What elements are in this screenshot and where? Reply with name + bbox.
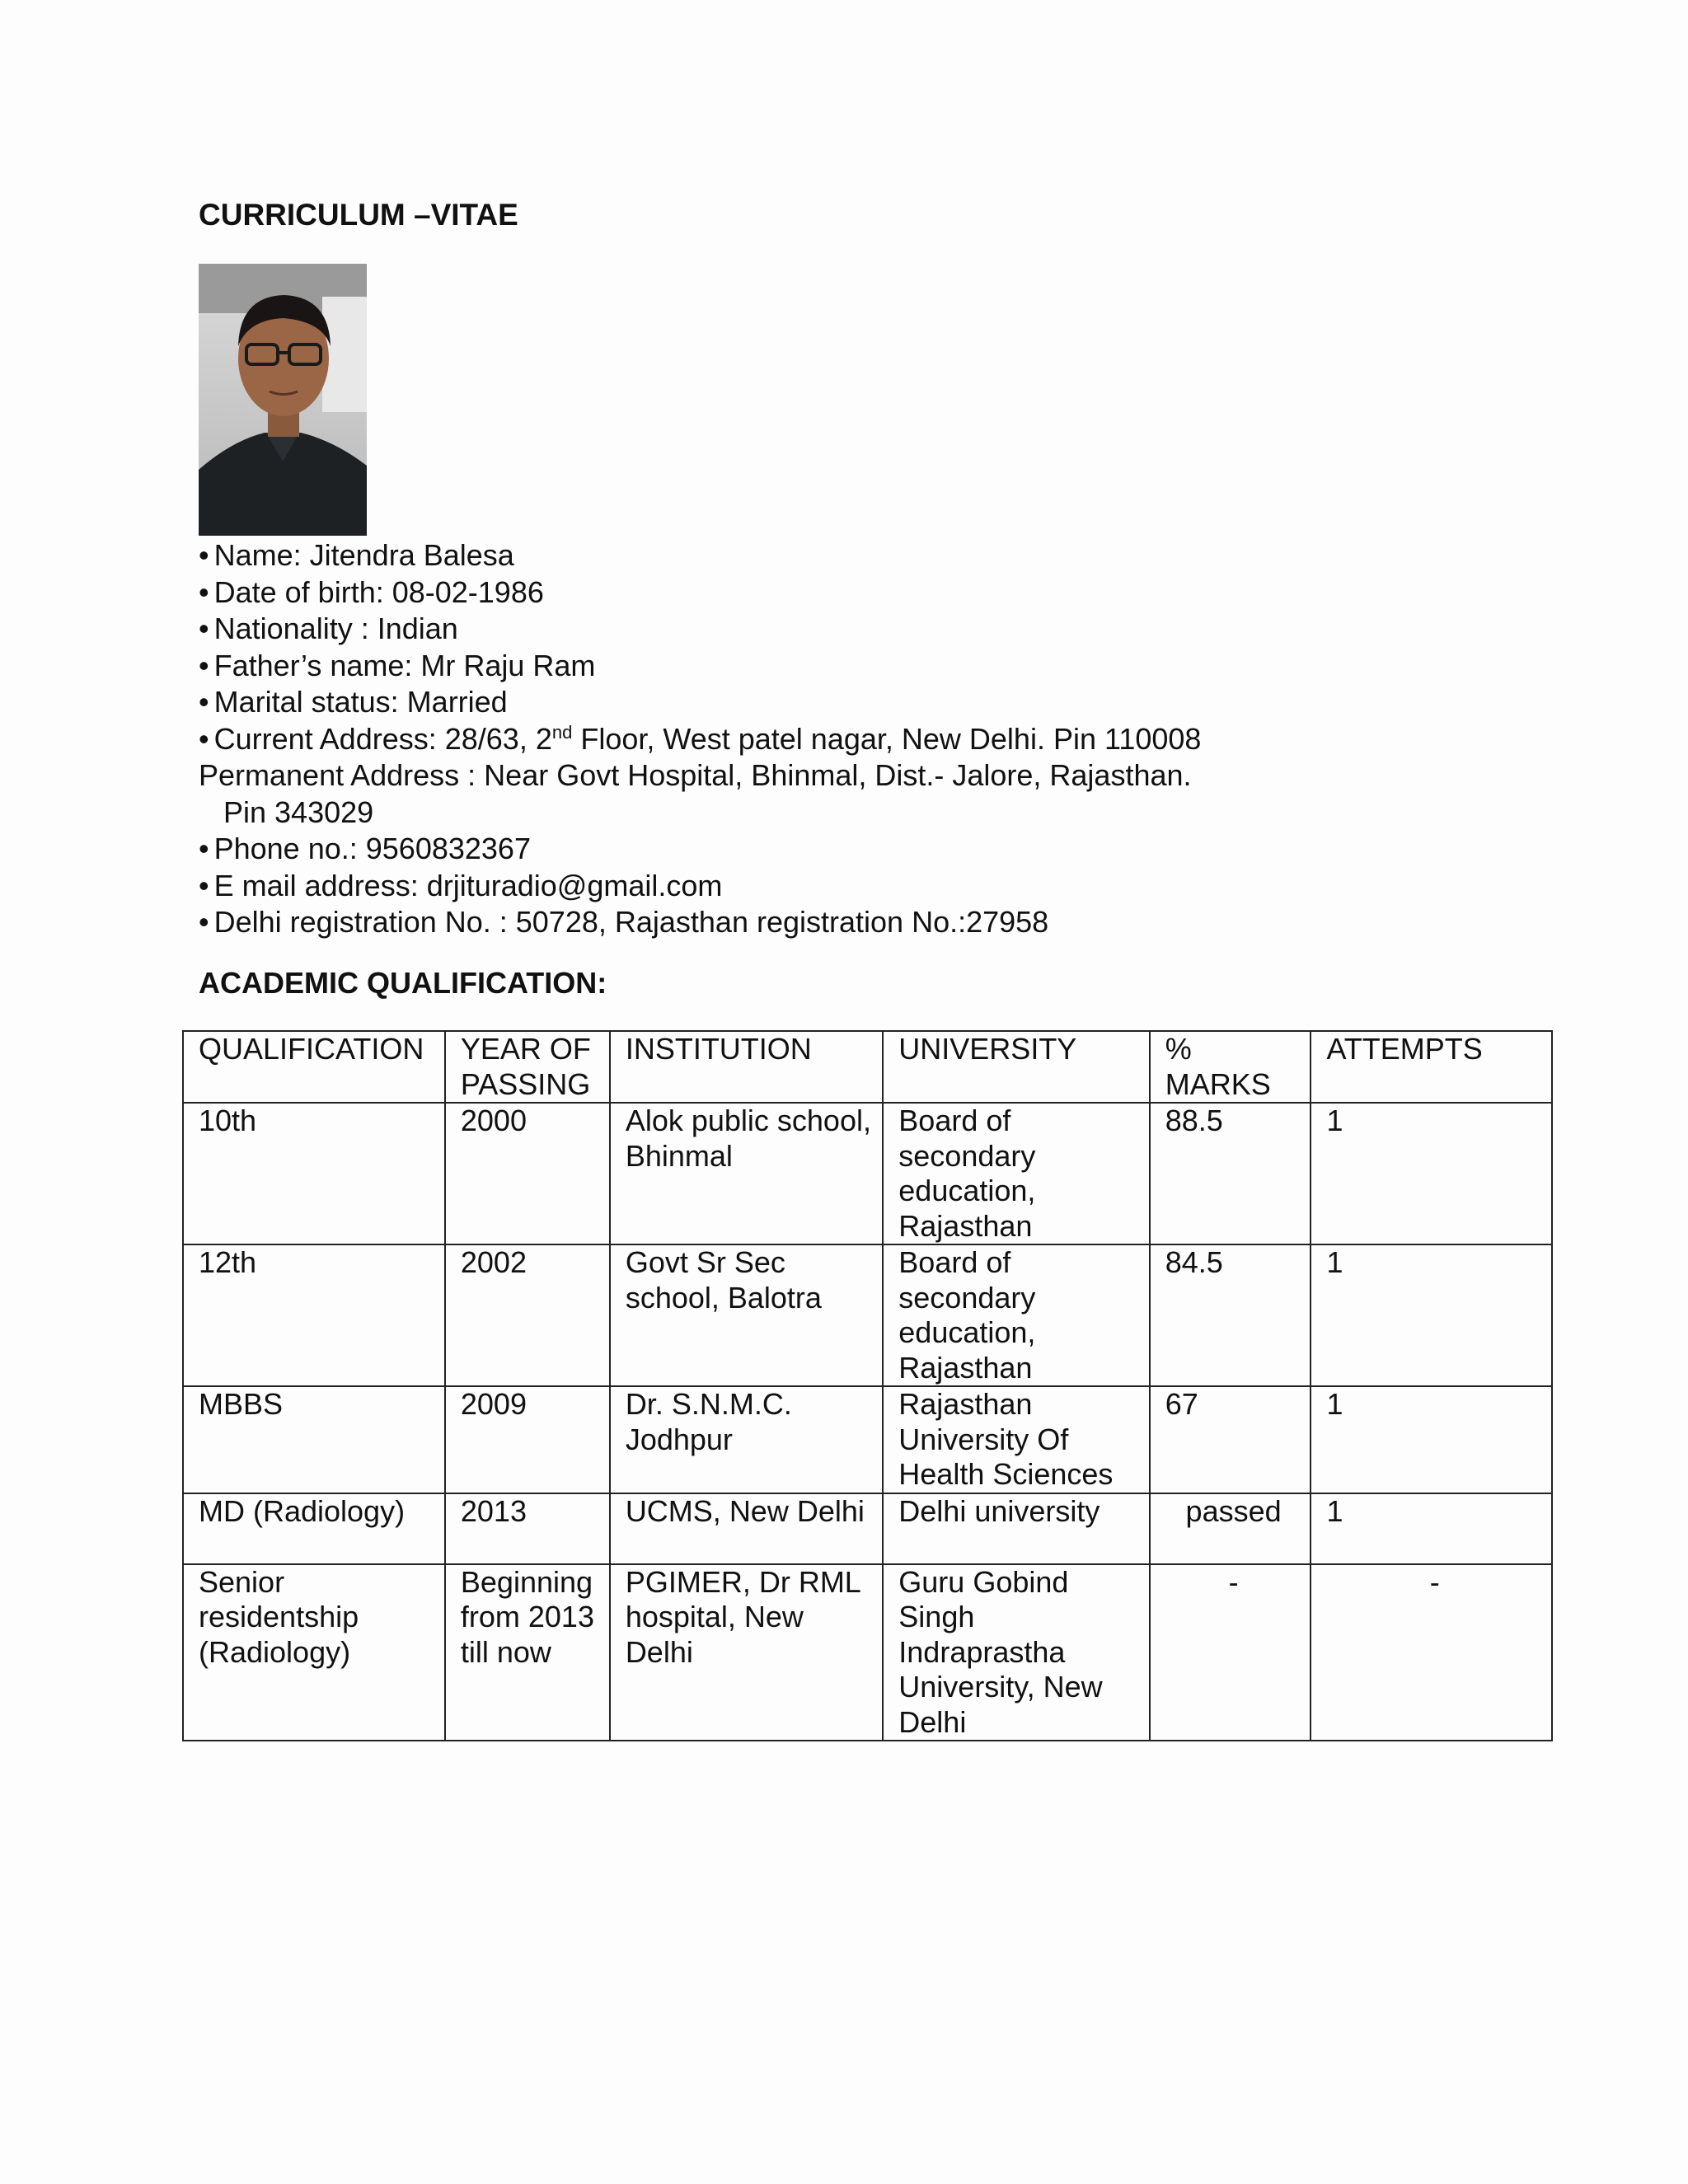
- cell-year: 2002: [445, 1244, 610, 1386]
- cell-attempts: 1: [1311, 1244, 1552, 1386]
- cell-university: Board of secondary education, Rajasthan: [883, 1244, 1149, 1386]
- cell-qualification: Senior residentship (Radiology): [183, 1564, 445, 1741]
- cell-institution: Alok public school, Bhinmal: [610, 1103, 883, 1244]
- cell-year: 2013: [445, 1493, 610, 1564]
- cell-attempts: 1: [1311, 1493, 1552, 1564]
- table-row: [183, 1103, 1552, 1244]
- cell-marks: -: [1150, 1564, 1311, 1741]
- header-marks: % MARKS: [1150, 1031, 1311, 1103]
- table-row: [183, 1564, 1552, 1741]
- phone-item: • Phone no.: 9560832367: [199, 832, 531, 865]
- table-row: [183, 1386, 1552, 1493]
- academic-qualification-table: [182, 1030, 1553, 1741]
- marital-status-item: • Marital status: Married: [199, 685, 508, 719]
- cell-qualification: MD (Radiology): [183, 1493, 445, 1564]
- table-row: [183, 1493, 1552, 1564]
- cell-qualification: MBBS: [183, 1386, 445, 1493]
- document-title: CURRICULUM –VITAE: [199, 198, 518, 232]
- cell-marks: 67: [1150, 1386, 1311, 1493]
- permanent-address-item: Permanent Address : Near Govt Hospital, Bhinmal, Dist.- Jalore, Rajasthan.: [199, 758, 1192, 792]
- permanent-pin: Pin 343029: [223, 794, 374, 829]
- cell-institution: UCMS, New Delhi: [610, 1493, 883, 1564]
- cell-university: Rajasthan University Of Health Sciences: [883, 1386, 1149, 1493]
- cell-institution: Govt Sr Sec school, Balotra: [610, 1244, 883, 1386]
- cell-attempts: -: [1311, 1564, 1552, 1741]
- personal-details: [199, 537, 1201, 941]
- academic-qualification-heading: ACADEMIC QUALIFICATION:: [199, 966, 607, 1000]
- cell-marks: 88.5: [1150, 1103, 1311, 1244]
- cell-qualification: 10th: [183, 1103, 445, 1244]
- profile-photo-image: [199, 264, 367, 536]
- cell-university: Guru Gobind Singh Indraprastha University, New Delhi: [883, 1564, 1149, 1741]
- cell-year: 2000: [445, 1103, 610, 1244]
- cell-university: Delhi university: [883, 1493, 1149, 1564]
- table-header-row: [183, 1031, 1552, 1103]
- cell-marks: passed: [1150, 1493, 1311, 1564]
- header-year-of-passing: YEAR OF PASSING: [445, 1031, 610, 1103]
- father-name-item: • Father’s name: Mr Raju Ram: [199, 648, 596, 682]
- profile-photo: [199, 264, 367, 536]
- header-institution: INSTITUTION: [610, 1031, 883, 1103]
- email-item: • E mail address: drjituradio@gmail.com: [199, 868, 723, 902]
- cell-attempts: 1: [1311, 1386, 1552, 1493]
- cell-year: 2009: [445, 1386, 610, 1493]
- cell-year: Beginning from 2013 till now: [445, 1564, 610, 1741]
- cell-marks: 84.5: [1150, 1244, 1311, 1386]
- dob-item: • Date of birth: 08-02-1986: [199, 574, 544, 609]
- cell-institution: Dr. S.N.M.C. Jodhpur: [610, 1386, 883, 1493]
- cell-university: Board of secondary education, Rajasthan: [883, 1103, 1149, 1244]
- cell-institution: PGIMER, Dr RML hospital, New Delhi: [610, 1564, 883, 1741]
- cell-qualification: 12th: [183, 1244, 445, 1386]
- table-row: [183, 1244, 1552, 1386]
- header-attempts: ATTEMPTS: [1311, 1031, 1552, 1103]
- header-qualification: QUALIFICATION: [183, 1031, 445, 1103]
- current-address-item: • Current Address: 28/63, 2nd Floor, West patel nagar, New Delhi. Pin 110008: [199, 721, 1202, 756]
- nationality-item: • Nationality : Indian: [199, 612, 458, 645]
- name-item: • Name: Jitendra Balesa: [199, 538, 514, 572]
- cell-attempts: 1: [1311, 1103, 1552, 1244]
- registration-item: • Delhi registration No. : 50728, Rajasthan registration No.:27958: [199, 905, 1049, 939]
- header-university: UNIVERSITY: [883, 1031, 1149, 1103]
